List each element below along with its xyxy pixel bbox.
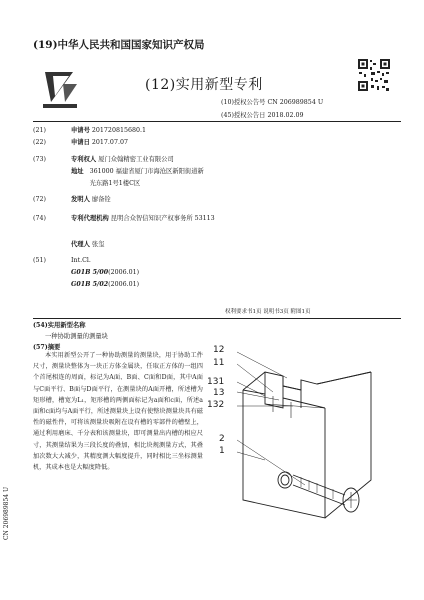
pages-summary: 权利要求书1页 说明书3页 附图1页 — [225, 309, 311, 315]
biblio-row — [33, 279, 253, 291]
biblio-label: 发明人 — [71, 196, 90, 203]
biblio-label: 专利代理机构 — [71, 215, 109, 222]
pub-date-label: (45)授权公告日 — [221, 112, 266, 119]
figure-label: 11 — [213, 358, 225, 368]
office-name: (19)中华人民共和国国家知识产权局 — [33, 39, 205, 51]
header-divider — [33, 121, 401, 122]
biblio-value: (2006.01) — [108, 281, 140, 288]
figure-label: 131 — [207, 377, 225, 387]
biblio-label: 申请号 — [71, 127, 90, 134]
biblio-code: (51) — [33, 257, 46, 264]
summary-divider — [33, 318, 401, 319]
patent-kind: (12)实用新型专利 — [145, 77, 263, 93]
biblio-code: (21) — [33, 127, 46, 134]
biblio-label: G01B 5/00 — [71, 269, 109, 276]
qr-code-icon — [357, 58, 391, 92]
biblio-label: 代理人 — [71, 241, 90, 248]
title-label: (54)实用新型名称 — [33, 322, 86, 329]
title-section — [33, 320, 108, 353]
side-publication-number — [3, 420, 17, 540]
pub-number: CN 206989854 U — [267, 99, 324, 106]
biblio-row — [33, 194, 253, 213]
biblio-code: (74) — [33, 215, 46, 222]
biblio-code: (73) — [33, 156, 46, 163]
biblio-value: 201720815680.1 — [91, 127, 146, 134]
abstract-label: (57)摘要 — [33, 344, 61, 351]
figure-label: 12 — [213, 345, 225, 355]
biblio-label: 专利权人 — [71, 156, 97, 163]
biblio-code: (72) — [33, 196, 46, 203]
biblio-row — [33, 125, 253, 137]
figure-label: 2 — [219, 434, 225, 444]
biblio-value: 2017.07.07 — [91, 139, 128, 146]
pub-date: 2018.02.09 — [267, 112, 304, 119]
biblio-value: 张玺 — [91, 241, 105, 248]
biblio-label: Int.Cl. — [71, 257, 91, 264]
biblio-label: 地址 — [71, 168, 84, 175]
figure-label: 132 — [207, 400, 225, 410]
biblio-value: 昆明合众智信知识产权事务所 53113 — [110, 215, 215, 222]
biblio-row — [33, 166, 253, 194]
publication-info — [221, 96, 323, 122]
biblio-code — [33, 239, 71, 255]
biblio-value: 361000 福建省厦门市海沧区新阳街道新光东路1号1楼C区 — [89, 168, 204, 187]
bibliographic-data — [33, 125, 253, 291]
biblio-value: (2006.01) — [108, 269, 140, 276]
biblio-value: 廖备铨 — [91, 196, 111, 203]
cnipa-emblem-icon — [33, 62, 85, 114]
biblio-row — [33, 255, 253, 267]
abstract-text: 本实用新型公开了一种协助测量的测量块，用于协助工件尺寸，测量块整体为一块正方体金属块，任取正方体的一组四个首尾相连的周面，标记为A面、B面、C面和D面，其中A面与C面平行、B面与D面平行，在测量块的A面开槽，所述槽为矩形槽，槽宽为L₁，矩形槽的两侧面标记为a面和c面，所述a面和c面均与A面平行，所述测量块上设有使整块测量块具有磁性的磁性件，可将该测量块吸附在设有槽的零部件的槽壁上，通过利用磨床、千分表和该测量块，即可测量出内槽的相应尺寸，其测量结果为三段长度的叠加，相比块规测量方式，其叠加次数大大减少，其精度测大幅度提升，同时相比三坐标测量机，其成本也是大幅度降低。 — [33, 352, 203, 472]
abstract-figure — [205, 330, 405, 530]
side-text: CN 206989854 U — [3, 486, 10, 540]
biblio-code: (22) — [33, 139, 46, 146]
biblio-row — [33, 239, 253, 255]
biblio-row — [33, 213, 253, 239]
biblio-row — [33, 267, 253, 279]
figure-label: 1 — [219, 446, 225, 456]
biblio-row — [33, 137, 253, 154]
biblio-value: 厦门众翰精密工业有限公司 — [98, 156, 174, 163]
pub-number-label: (10)授权公告号 — [221, 99, 266, 106]
figure-label: 13 — [213, 388, 225, 398]
utility-model-title: 一种协助测量的测量块 — [45, 333, 108, 340]
biblio-label: 申请日 — [71, 139, 90, 146]
biblio-code — [33, 166, 71, 194]
biblio-label: G01B 5/02 — [71, 281, 109, 288]
biblio-row — [33, 154, 253, 166]
